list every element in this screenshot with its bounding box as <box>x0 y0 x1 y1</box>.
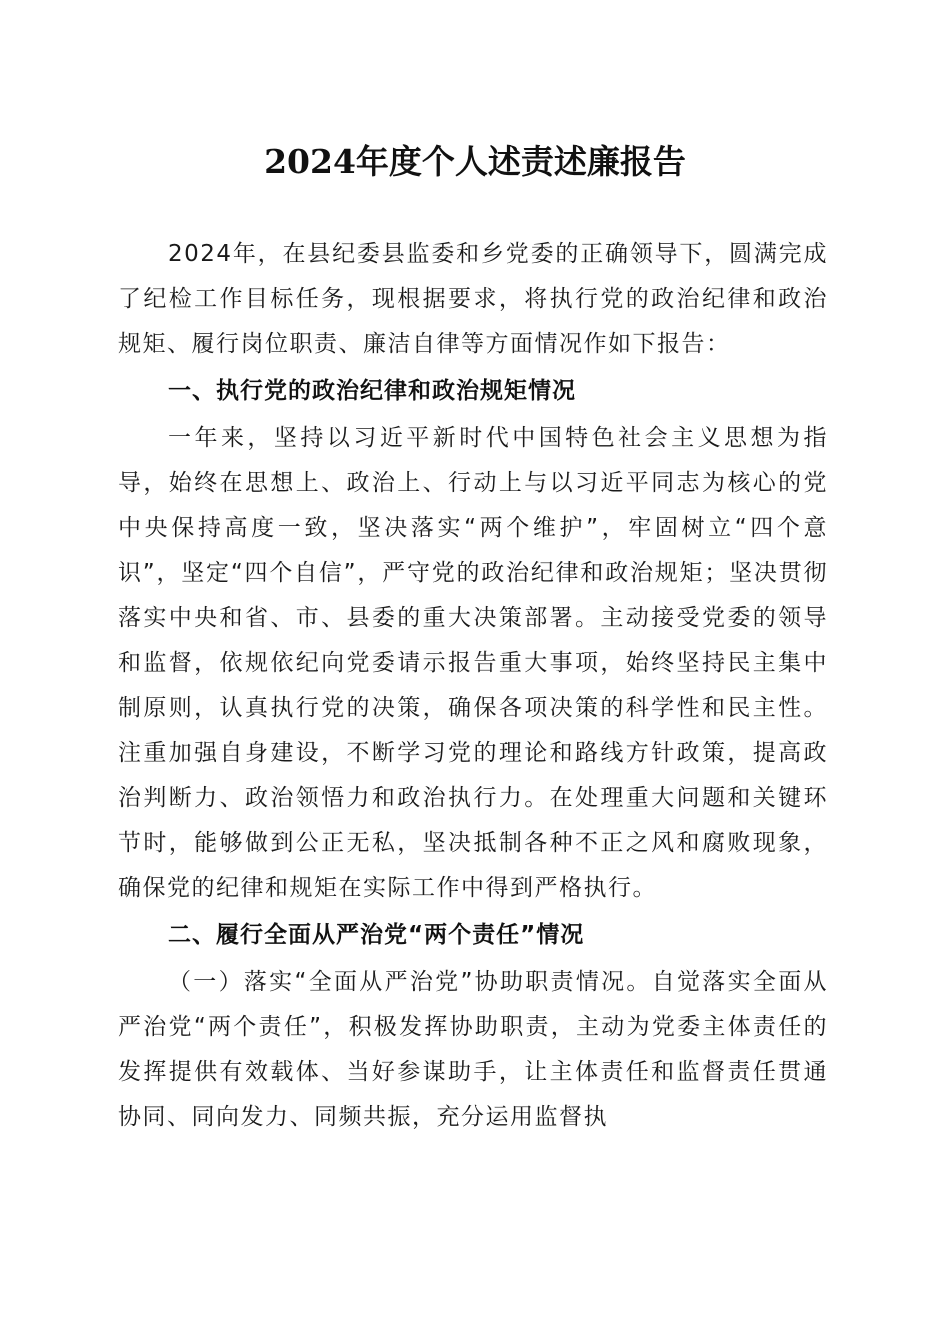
section-2-paragraph: （一）落实“全面从严治党”协助职责情况。自觉落实全面从严治党“两个责任”，积极发挥协助职责，主动为党委主体责任的发挥提供有效载体、当好参谋助手，让主体责任和监督责任贯通协同、同向发力、同频共振，充分运用监督执 <box>118 969 828 1130</box>
document-body <box>118 232 828 1140</box>
intro-paragraph: 2024年，在县纪委县监委和乡党委的正确领导下，圆满完成了纪检工作目标任务，现根据要求，将执行党的政治纪律和政治规矩、履行岗位职责、廉洁自律等方面情况作如下报告： <box>118 241 828 357</box>
section-1-paragraph: 一年来，坚持以习近平新时代中国特色社会主义思想为指导，始终在思想上、政治上、行动上与以习近平同志为核心的党中央保持高度一致，坚决落实“两个维护”，牢固树立“四个意识”，坚定“四个自信”，严守党的政治纪律和政治规矩；坚决贯彻落实中央和省、市、县委的重大决策部署。主动接受党委的领导和监督，依规依纪向党委请示报告重大事项，始终坚持民主集中制原则，认真执行党的决策，确保各项决策的科学性和民主性。注重加强自身建设，不断学习党的理论和路线方针政策，提高政治判断力、政治领悟力和政治执行力。在处理重大问题和关键环节时，能够做到公正无私，坚决抵制各种不正之风和腐败现象，确保党的纪律和规矩在实际工作中得到严格执行。 <box>118 425 828 901</box>
section-heading-1: 一、执行党的政治纪律和政治规矩情况 <box>168 378 576 404</box>
document-title: 2024年度个人述责述廉报告 <box>264 142 686 181</box>
section-heading-2: 二、履行全面从严治党“两个责任”情况 <box>168 922 585 948</box>
